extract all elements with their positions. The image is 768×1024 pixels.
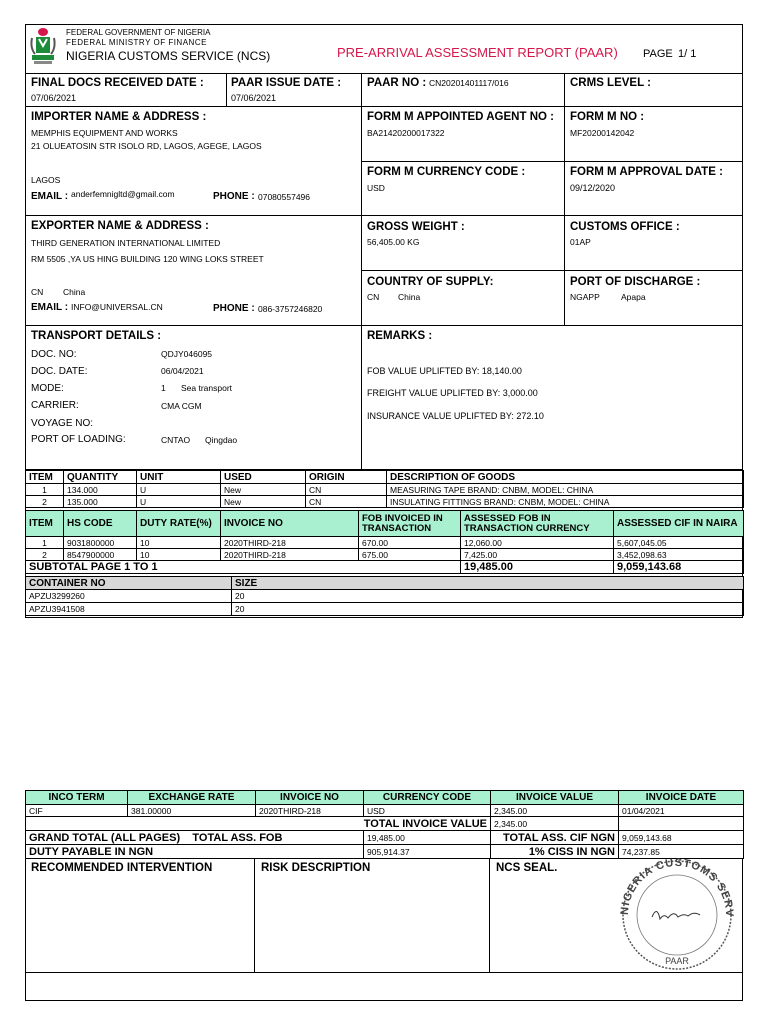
col-currency-code: CURRENCY CODE xyxy=(364,791,491,805)
cell: INSULATING FITTINGS BRAND: CNBM, MODEL: CHINA xyxy=(387,496,744,508)
cell: 2020THIRD-218 xyxy=(256,805,364,817)
importer-address: 21 OLUEATOSIN STR ISOLO RD, LAGOS, AGEGE, LAGOS xyxy=(31,141,262,151)
table-row xyxy=(26,603,744,616)
cell: 20 xyxy=(232,590,744,603)
port-discharge-label: PORT OF DISCHARGE : xyxy=(570,276,701,288)
importer-email-label: EMAIL : xyxy=(31,191,69,202)
port-discharge-name: Apapa xyxy=(621,292,646,302)
voyage-label: VOYAGE NO: xyxy=(31,418,94,429)
risk-label: RISK DESCRIPTION xyxy=(261,862,371,874)
remark-insurance: INSURANCE VALUE UPLIFTED BY: 272.10 xyxy=(367,411,544,421)
doc-date-label: DOC. DATE: xyxy=(31,366,88,377)
col-invoice-no: INVOICE NO xyxy=(221,511,359,537)
gov-line-2: FEDERAL MINISTRY OF FINANCE xyxy=(66,38,207,47)
ciss-value: 74,237.85 xyxy=(619,845,744,859)
form-m-no-value: MF20200142042 xyxy=(570,128,635,138)
table-row xyxy=(26,537,744,549)
paar-no-value: CN20201401117/016 xyxy=(429,78,509,88)
cell: 1 xyxy=(26,484,64,496)
customs-office-label: CUSTOMS OFFICE : xyxy=(570,221,680,233)
final-docs-value: 07/06/2021 xyxy=(31,93,77,103)
ncs-seal-stamp xyxy=(612,855,742,971)
cell: USD xyxy=(364,805,491,817)
cell: CN xyxy=(306,496,387,508)
customs-office-value: 01AP xyxy=(570,237,591,247)
subtotal-label: SUBTOTAL PAGE 1 TO 1 xyxy=(26,561,461,574)
form-m-approval-value: 09/12/2020 xyxy=(570,183,616,193)
gross-weight-value: 56,405.00 KG xyxy=(367,237,420,247)
seal-label: NCS SEAL. xyxy=(496,862,558,874)
col-inco-term: INCO TERM xyxy=(26,791,128,805)
cell: 675.00 xyxy=(359,549,461,561)
paar-no-label: PAAR NO : xyxy=(367,77,427,89)
cell: New xyxy=(221,484,306,496)
cell: 9031800000 xyxy=(64,537,137,549)
col-item: ITEM xyxy=(26,471,64,484)
coat-of-arms-logo xyxy=(28,26,58,66)
invoice-table xyxy=(25,790,744,859)
containers-table xyxy=(25,576,744,616)
signature-scribble xyxy=(652,911,700,919)
grand-total-cell xyxy=(26,831,364,845)
total-ass-fob-label: TOTAL ASS. FOB xyxy=(192,831,283,844)
importer-name: MEMPHIS EQUIPMENT AND WORKS xyxy=(31,128,178,138)
col-origin: ORIGIN xyxy=(306,471,387,484)
doc-no-value: QDJY046095 xyxy=(161,349,213,359)
cell: 670.00 xyxy=(359,537,461,549)
final-docs-label: FINAL DOCS RECEIVED DATE : xyxy=(31,77,204,89)
cell: 20 xyxy=(232,603,744,616)
cell: 1 xyxy=(26,537,64,549)
cell: U xyxy=(137,484,221,496)
exporter-address: RM 5505 ,YA US HING BUILDING 120 WING LOKS STREET xyxy=(31,254,264,264)
importer-city: LAGOS xyxy=(31,175,61,185)
form-m-currency-label: FORM M CURRENCY CODE : xyxy=(367,166,526,178)
col-item: ITEM xyxy=(26,511,64,537)
total-invoice-row xyxy=(26,817,744,831)
cell: 5,607,045.05 xyxy=(614,537,744,549)
exporter-phone-label: PHONE : xyxy=(213,303,255,314)
grand-total-row xyxy=(26,831,744,845)
cell: 8547900000 xyxy=(64,549,137,561)
remarks-label: REMARKS : xyxy=(367,330,433,342)
intervention-label: RECOMMENDED INTERVENTION xyxy=(31,862,213,874)
remark-fob: FOB VALUE UPLIFTED BY: 18,140.00 xyxy=(367,366,522,376)
col-quantity: QUANTITY xyxy=(64,471,137,484)
cell: 10 xyxy=(137,537,221,549)
col-hs-code: HS CODE xyxy=(64,511,137,537)
importer-email: anderfemnigltd@gmail.com xyxy=(71,189,175,199)
cell: 7,425.00 xyxy=(461,549,614,561)
subtotal-cif: 9,059,143.68 xyxy=(614,561,744,574)
carrier-value: CMA CGM xyxy=(161,401,202,411)
form-m-no-label: FORM M NO : xyxy=(570,111,645,123)
cell: 2,345.00 xyxy=(491,805,619,817)
importer-phone: 07080557496 xyxy=(258,192,311,202)
hs-table xyxy=(25,510,744,574)
port-loading-code: CNTAO xyxy=(161,435,191,445)
cell xyxy=(619,817,744,831)
cell: 135.000 xyxy=(64,496,137,508)
mode-value: Sea transport xyxy=(181,383,233,393)
gov-line-1: FEDERAL GOVERNMENT OF NIGERIA xyxy=(66,28,211,37)
col-container-no: CONTAINER NO xyxy=(26,577,232,590)
cell: 2020THIRD-218 xyxy=(221,537,359,549)
col-used: USED xyxy=(221,471,306,484)
cell: New xyxy=(221,496,306,508)
cell: U xyxy=(137,496,221,508)
stamp-text-top: NIGERIA CUSTOMS SERV xyxy=(618,856,736,918)
col-unit: UNIT xyxy=(137,471,221,484)
page-label: PAGE xyxy=(643,48,673,60)
table-row xyxy=(26,549,744,561)
col-invoice-no: INVOICE NO xyxy=(256,791,364,805)
mode-label: MODE: xyxy=(31,383,64,394)
cell: 381.00000 xyxy=(128,805,256,817)
crms-label: CRMS LEVEL : xyxy=(570,77,651,89)
port-loading-label: PORT OF LOADING: xyxy=(31,434,126,445)
grand-total-label: GRAND TOTAL (ALL PAGES) xyxy=(29,831,181,844)
cell: CN xyxy=(306,484,387,496)
form-m-agent-value: BA21420200017322 xyxy=(367,128,445,138)
country-supply-code: CN xyxy=(367,292,380,302)
cell: MEASURING TAPE BRAND: CNBM, MODEL: CHINA xyxy=(387,484,744,496)
cell: 2020THIRD-218 xyxy=(221,549,359,561)
col-size: SIZE xyxy=(232,577,744,590)
col-description: DESCRIPTION OF GOODS xyxy=(387,471,744,484)
duty-label: DUTY PAYABLE IN NGN xyxy=(26,845,364,859)
exporter-email: INFO@UNIVERSAL.CN xyxy=(71,302,163,312)
col-invoice-date: INVOICE DATE xyxy=(619,791,744,805)
total-ass-cif-value: 9,059,143.68 xyxy=(619,831,744,845)
total-invoice-value: 2,345.00 xyxy=(491,817,619,831)
total-ass-cif-label: TOTAL ASS. CIF NGN xyxy=(491,831,619,845)
total-ass-fob-value: 19,485.00 xyxy=(364,831,491,845)
form-m-agent-label: FORM M APPOINTED AGENT NO : xyxy=(367,111,554,123)
page-value: 1/ 1 xyxy=(678,48,697,60)
col-assessed-fob: ASSESSED FOB IN TRANSACTION CURRENCY xyxy=(461,511,614,537)
transport-label: TRANSPORT DETAILS : xyxy=(31,330,162,342)
col-assessed-cif: ASSESSED CIF IN NAIRA xyxy=(614,511,744,537)
col-invoice-value: INVOICE VALUE xyxy=(491,791,619,805)
stamp-text-bottom: PAAR xyxy=(665,956,689,966)
form-m-currency-value: USD xyxy=(367,183,385,193)
paar-issue-value: 07/06/2021 xyxy=(231,93,277,103)
mode-code: 1 xyxy=(161,383,166,393)
subtotal-row xyxy=(26,561,744,574)
ciss-label: 1% CISS IN NGN xyxy=(491,845,619,859)
table-row xyxy=(26,496,744,508)
col-fob-invoiced: FOB INVOICED IN TRANSACTION xyxy=(359,511,461,537)
cell: 10 xyxy=(137,549,221,561)
ncs-name: NIGERIA CUSTOMS SERVICE (NCS) xyxy=(66,49,271,63)
exporter-phone: 086-3757246820 xyxy=(258,304,323,314)
exporter-country-code: CN xyxy=(31,287,44,297)
cell: 3,452,098.63 xyxy=(614,549,744,561)
cell: 2 xyxy=(26,549,64,561)
col-duty-rate: DUTY RATE(%) xyxy=(137,511,221,537)
form-m-approval-label: FORM M APPROVAL DATE : xyxy=(570,166,723,178)
report-title: PRE-ARRIVAL ASSESSMENT REPORT (PAAR) xyxy=(337,45,618,60)
table-row xyxy=(26,484,744,496)
importer-label: IMPORTER NAME & ADDRESS : xyxy=(31,111,207,123)
country-supply-name: China xyxy=(398,292,421,302)
carrier-label: CARRIER: xyxy=(31,400,79,411)
exporter-email-label: EMAIL : xyxy=(31,302,69,313)
cell: APZU3941508 xyxy=(26,603,232,616)
remark-freight: FREIGHT VALUE UPLIFTED BY: 3,000.00 xyxy=(367,388,538,398)
doc-date-value: 06/04/2021 xyxy=(161,366,204,376)
cell: 134.000 xyxy=(64,484,137,496)
table-row xyxy=(26,590,744,603)
paar-issue-label: PAAR ISSUE DATE : xyxy=(231,77,342,89)
doc-no-label: DOC. NO: xyxy=(31,349,77,360)
exporter-country: China xyxy=(63,287,86,297)
duty-value: 905,914.37 xyxy=(364,845,491,859)
col-exchange-rate: EXCHANGE RATE xyxy=(128,791,256,805)
cell: APZU3299260 xyxy=(26,590,232,603)
total-invoice-label: TOTAL INVOICE VALUE xyxy=(26,817,491,831)
table-row xyxy=(26,805,744,817)
cell: 12,060.00 xyxy=(461,537,614,549)
items-table xyxy=(25,470,744,508)
country-supply-label: COUNTRY OF SUPPLY: xyxy=(367,276,494,288)
importer-phone-label: PHONE : xyxy=(213,191,255,202)
cell: CIF xyxy=(26,805,128,817)
cell: 01/04/2021 xyxy=(619,805,744,817)
subtotal-fob: 19,485.00 xyxy=(461,561,614,574)
exporter-label: EXPORTER NAME & ADDRESS : xyxy=(31,220,209,232)
port-discharge-code: NGAPP xyxy=(570,292,600,302)
cell: 2 xyxy=(26,496,64,508)
port-loading-name: Qingdao xyxy=(205,435,238,445)
exporter-name: THIRD GENERATION INTERNATIONAL LIMITED xyxy=(31,238,221,248)
gross-weight-label: GROSS WEIGHT : xyxy=(367,221,465,233)
